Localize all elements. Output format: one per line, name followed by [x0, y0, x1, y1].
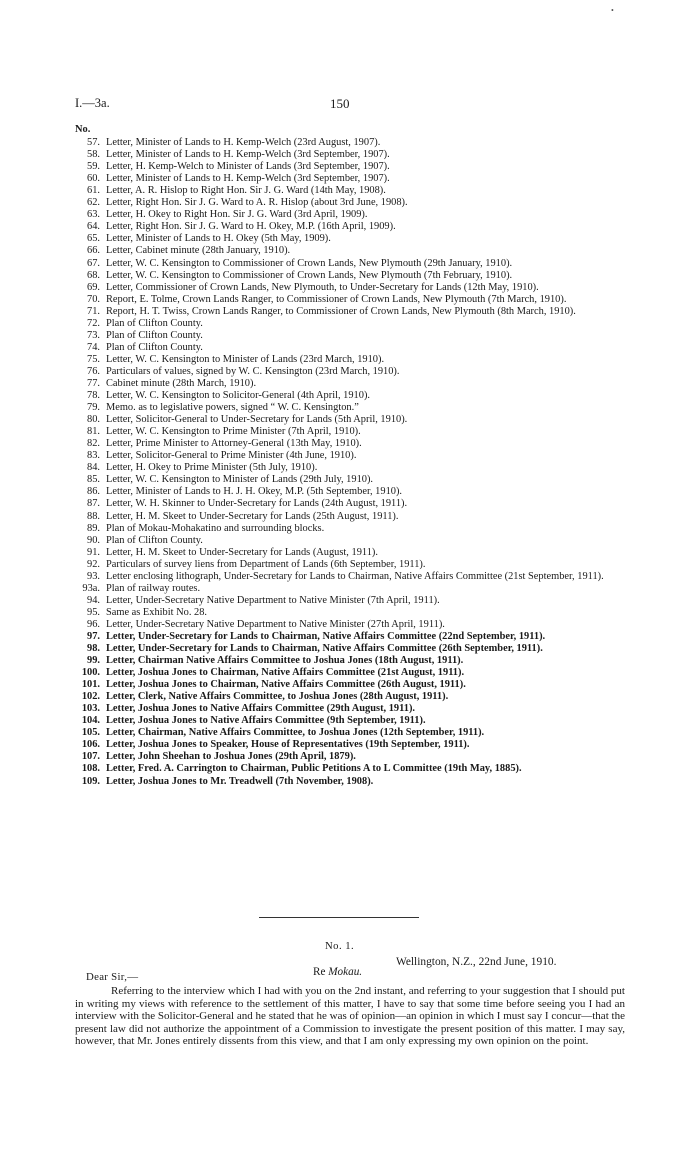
- list-item: [75, 703, 623, 715]
- entry-number: 89.: [87, 522, 100, 534]
- entry-number: 97.: [87, 630, 100, 642]
- entry-number: 67.: [87, 257, 100, 269]
- entry-text: Plan of Mokau-Mohakatino and surrounding blocks.: [106, 522, 325, 534]
- entry-number: 65.: [87, 233, 100, 245]
- list-item: [75, 438, 623, 450]
- list-item: [75, 523, 623, 535]
- entry-number: 59.: [87, 161, 100, 173]
- exhibit-list: [75, 124, 623, 788]
- list-item: [75, 306, 623, 318]
- entry-text: Report, H. T. Twiss, Crown Lands Ranger, to Commissioner of Crown Lands, New Plymouth (8th March, 1910).: [106, 305, 576, 317]
- list-item: [75, 691, 623, 703]
- entry-number: 99.: [87, 655, 100, 667]
- entry-number: 109.: [81, 775, 100, 787]
- entry-text: Plan of railway routes.: [106, 582, 201, 594]
- entry-text: Letter, Minister of Lands to H. Kemp-Welch (23rd August, 1907).: [106, 137, 381, 149]
- entry-number: 64.: [87, 221, 100, 233]
- entry-text: Letter, W. C. Kensington to Minister of Lands (29th July, 1910).: [106, 474, 374, 486]
- list-item: [75, 270, 623, 282]
- entry-number: 101.: [81, 679, 100, 691]
- list-item: [75, 498, 623, 510]
- letter-number: No. 1.: [325, 941, 355, 952]
- page-header: [75, 96, 635, 112]
- entry-number: 68.: [87, 269, 100, 281]
- entry-number: 78.: [87, 390, 100, 402]
- entry-text: Letter, Solicitor-General to Prime Minister (4th June, 1910).: [106, 450, 357, 462]
- list-item: [75, 751, 623, 763]
- list-item: [75, 739, 623, 751]
- entry-number: 90.: [87, 534, 100, 546]
- entry-text: Letter, Minister of Lands to H. Okey (5th May, 1909).: [106, 233, 331, 245]
- entry-number: 96.: [87, 618, 100, 630]
- entry-number: 76.: [87, 365, 100, 377]
- entry-number: 69.: [87, 281, 100, 293]
- list-item: [75, 679, 623, 691]
- entry-number: 93.: [87, 570, 100, 582]
- list-item: [75, 209, 623, 221]
- entry-text: Letter, Joshua Jones to Native Affairs Committee (9th September, 1911).: [106, 715, 426, 727]
- entry-number: 107.: [81, 751, 100, 763]
- entry-text: Plan of Clifton County.: [106, 534, 203, 546]
- entry-number: 71.: [87, 305, 100, 317]
- list-item: [75, 462, 623, 474]
- entry-text: Letter, Commissioner of Crown Lands, New Plymouth, to Under-Secretary for Lands (12th May, 1910).: [106, 281, 539, 293]
- entry-number: 60.: [87, 173, 100, 185]
- list-item: [75, 426, 623, 438]
- entry-text: Letter, Right Hon. Sir J. G. Ward to H. Okey, M.P. (16th April, 1909).: [106, 221, 396, 233]
- re-subject: Mokau.: [328, 966, 363, 978]
- entry-text: Cabinet minute (28th March, 1910).: [106, 377, 257, 389]
- entry-text: Letter, W. C. Kensington to Commissioner of Crown Lands, New Plymouth (29th January, 1910).: [106, 257, 513, 269]
- entry-text: Letter, W. H. Skinner to Under-Secretary for Lands (24th August, 1911).: [106, 498, 408, 510]
- list-item: [75, 643, 623, 655]
- entry-number: 83.: [87, 450, 100, 462]
- entry-text: Plan of Clifton County.: [106, 317, 203, 329]
- list-item: [75, 631, 623, 643]
- entry-number: 88.: [87, 510, 100, 522]
- entry-number: 103.: [81, 703, 100, 715]
- entry-text: Letter, W. C. Kensington to Prime Minister (7th April, 1910).: [106, 426, 361, 438]
- entry-text: Letter, Right Hon. Sir J. G. Ward to A. R. Hislop (about 3rd June, 1908).: [106, 197, 408, 209]
- list-item: [75, 511, 623, 523]
- list-item: [75, 486, 623, 498]
- entry-text: Letter, Minister of Lands to H. Kemp-Welch (3rd September, 1907).: [106, 149, 390, 161]
- entry-text: Letter, Under-Secretary for Lands to Chairman, Native Affairs Committee (26th September, 1911).: [106, 643, 543, 655]
- entry-text: Particulars of survey liens from Department of Lands (6th September, 1911).: [106, 558, 426, 570]
- exhibit-entries: [75, 137, 623, 788]
- entry-text: Letter, Joshua Jones to Chairman, Native Affairs Committee (26th August, 1911).: [106, 679, 466, 691]
- entry-number: 72.: [87, 317, 100, 329]
- entry-text: Letter, Solicitor-General to Under-Secretary for Lands (5th April, 1910).: [106, 414, 408, 426]
- list-item: [75, 137, 623, 149]
- entry-number: 63.: [87, 209, 100, 221]
- entry-text: Letter, H. Okey to Prime Minister (5th July, 1910).: [106, 462, 318, 474]
- letter-body: Referring to the interview which I had with you on the 2nd instant, and referring to your suggestion that I should put in writing my views with reference to the settlement of this matter, I have to say that some time before seeing you I had an interview with the Solicitor-General and he stated that he was of opinion—an opinion in which I must say I concur—that the present law did not authorize the appointment of a Commission to investigate the present position of this matter. I may say, however, that Mr. Jones entirely dissents from this view, and that I am only expressing my own opinion on the point.: [75, 985, 625, 1048]
- entry-number: 104.: [81, 715, 100, 727]
- entry-number: 98.: [87, 643, 100, 655]
- letter-salutation: Dear Sir,—: [86, 971, 139, 983]
- entry-number: 87.: [87, 498, 100, 510]
- entry-number: 84.: [87, 462, 100, 474]
- list-item: [75, 258, 623, 270]
- entry-number: 57.: [87, 137, 100, 149]
- entry-number: 85.: [87, 474, 100, 486]
- list-item: [75, 763, 623, 775]
- entry-text: Letter, Minister of Lands to H. J. H. Okey, M.P. (5th September, 1910).: [106, 486, 403, 498]
- entry-number: 75.: [87, 353, 100, 365]
- entry-text: Letter, Clerk, Native Affairs Committee, to Joshua Jones (28th August, 1911).: [106, 691, 449, 703]
- list-item: [75, 607, 623, 619]
- list-item: [75, 619, 623, 631]
- entry-number: 77.: [87, 377, 100, 389]
- list-item: [75, 547, 623, 559]
- entry-text: Report, E. Tolme, Crown Lands Ranger, to Commissioner of Crown Lands, New Plymouth (7th March, 1910).: [106, 293, 567, 305]
- list-item: [75, 414, 623, 426]
- list-item: [75, 595, 623, 607]
- entry-text: Letter, A. R. Hislop to Right Hon. Sir J. G. Ward (14th May, 1908).: [106, 185, 386, 197]
- entry-number: 70.: [87, 293, 100, 305]
- entry-text: Letter, John Sheehan to Joshua Jones (29th April, 1879).: [106, 751, 356, 763]
- list-item: [75, 185, 623, 197]
- list-item: [75, 559, 623, 571]
- list-item: [75, 450, 623, 462]
- list-item: [75, 535, 623, 547]
- list-item: [75, 776, 623, 788]
- entry-text: Plan of Clifton County.: [106, 341, 203, 353]
- list-item: [75, 366, 623, 378]
- entry-text: Letter enclosing lithograph, Under-Secretary for Lands to Chairman, Native Affairs Committee (21st September, 1911).: [106, 570, 604, 582]
- entry-number: 94.: [87, 594, 100, 606]
- entry-number: 102.: [81, 691, 100, 703]
- list-item: [75, 245, 623, 257]
- entry-number: 95.: [87, 606, 100, 618]
- list-item: [75, 330, 623, 342]
- list-item: [75, 282, 623, 294]
- entry-text: Letter, H. Kemp-Welch to Minister of Lands (3rd September, 1907).: [106, 161, 390, 173]
- list-item: [75, 655, 623, 667]
- list-item: [75, 197, 623, 209]
- entry-number: 106.: [81, 739, 100, 751]
- list-item: [75, 149, 623, 161]
- list-item: [75, 715, 623, 727]
- entry-text: Same as Exhibit No. 28.: [106, 606, 208, 618]
- list-item: [75, 173, 623, 185]
- entry-text: Letter, Joshua Jones to Mr. Treadwell (7th November, 1908).: [106, 775, 374, 787]
- entry-number: 105.: [81, 727, 100, 739]
- entry-text: Letter, Chairman Native Affairs Committee to Joshua Jones (18th August, 1911).: [106, 655, 464, 667]
- corner-mark: •: [611, 6, 614, 15]
- list-item: [75, 474, 623, 486]
- entry-number: 62.: [87, 197, 100, 209]
- entry-number: 93a.: [82, 582, 100, 594]
- list-item: [75, 342, 623, 354]
- re-prefix: Re: [313, 966, 329, 978]
- entry-text: Plan of Clifton County.: [106, 329, 203, 341]
- entry-text: Letter, Chairman, Native Affairs Committee, to Joshua Jones (12th September, 1911).: [106, 727, 485, 739]
- entry-text: Letter, W. C. Kensington to Solicitor-General (4th April, 1910).: [106, 390, 371, 402]
- entry-text: Particulars of values, signed by W. C. Kensington (23rd March, 1910).: [106, 365, 400, 377]
- entry-text: Letter, Joshua Jones to Chairman, Native Affairs Committee (21st August, 1911).: [106, 667, 465, 679]
- entry-text: Letter, Under-Secretary for Lands to Chairman, Native Affairs Committee (22nd September, 1911).: [106, 630, 546, 642]
- entry-text: Letter, Under-Secretary Native Department to Native Minister (7th April, 1911).: [106, 594, 440, 606]
- letter-dateline: Wellington, N.Z., 22nd June, 1910.: [396, 956, 557, 968]
- entry-text: Letter, W. C. Kensington to Commissioner of Crown Lands, New Plymouth (7th February, 1910).: [106, 269, 513, 281]
- entry-text: Letter, W. C. Kensington to Minister of Lands (23rd March, 1910).: [106, 353, 385, 365]
- page-number: 150: [330, 96, 350, 111]
- list-item: [75, 221, 623, 233]
- entry-text: Letter, Joshua Jones to Speaker, House of Representatives (19th September, 1911).: [106, 739, 470, 751]
- entry-text: Letter, H. M. Skeet to Under-Secretary for Lands (25th August, 1911).: [106, 510, 399, 522]
- entry-number: 61.: [87, 185, 100, 197]
- entry-number: 100.: [81, 667, 100, 679]
- entry-number: 86.: [87, 486, 100, 498]
- entry-number: 91.: [87, 546, 100, 558]
- entry-number: 74.: [87, 341, 100, 353]
- document-reference: I.—3a.: [75, 96, 110, 110]
- list-item: [75, 390, 623, 402]
- letter-subject: [313, 966, 362, 978]
- list-item: [75, 318, 623, 330]
- list-heading: No.: [75, 124, 91, 135]
- list-item: [75, 571, 623, 583]
- entry-text: Letter, Fred. A. Carrington to Chairman, Public Petitions A to L Committee (19th May, 1885).: [106, 763, 522, 775]
- entry-number: 79.: [87, 402, 100, 414]
- entry-number: 58.: [87, 149, 100, 161]
- entry-number: 108.: [81, 763, 100, 775]
- entry-number: 92.: [87, 558, 100, 570]
- entry-text: Letter, H. Okey to Right Hon. Sir J. G. Ward (3rd April, 1909).: [106, 209, 368, 221]
- list-item: [75, 667, 623, 679]
- list-item: [75, 378, 623, 390]
- section-divider: [259, 917, 419, 918]
- list-item: [75, 161, 623, 173]
- list-item: [75, 727, 623, 739]
- entry-text: Letter, Cabinet minute (28th January, 1910).: [106, 245, 291, 257]
- entry-text: Letter, Under-Secretary Native Department to Native Minister (27th April, 1911).: [106, 618, 445, 630]
- entry-text: Letter, Minister of Lands to H. Kemp-Welch (3rd September, 1907).: [106, 173, 390, 185]
- list-item: [75, 233, 623, 245]
- entry-number: 82.: [87, 438, 100, 450]
- entry-number: 66.: [87, 245, 100, 257]
- entry-text: Memo. as to legislative powers, signed “ W. C. Kensington.”: [106, 402, 359, 414]
- entry-text: Letter, Joshua Jones to Native Affairs Committee (29th August, 1911).: [106, 703, 415, 715]
- entry-text: Letter, Prime Minister to Attorney-General (13th May, 1910).: [106, 438, 362, 450]
- list-item: [75, 354, 623, 366]
- entry-text: Letter, H. M. Skeet to Under-Secretary for Lands (August, 1911).: [106, 546, 378, 558]
- entry-number: 81.: [87, 426, 100, 438]
- entry-number: 80.: [87, 414, 100, 426]
- list-item: [75, 402, 623, 414]
- list-item: [75, 294, 623, 306]
- entry-number: 73.: [87, 329, 100, 341]
- list-item: [75, 583, 623, 595]
